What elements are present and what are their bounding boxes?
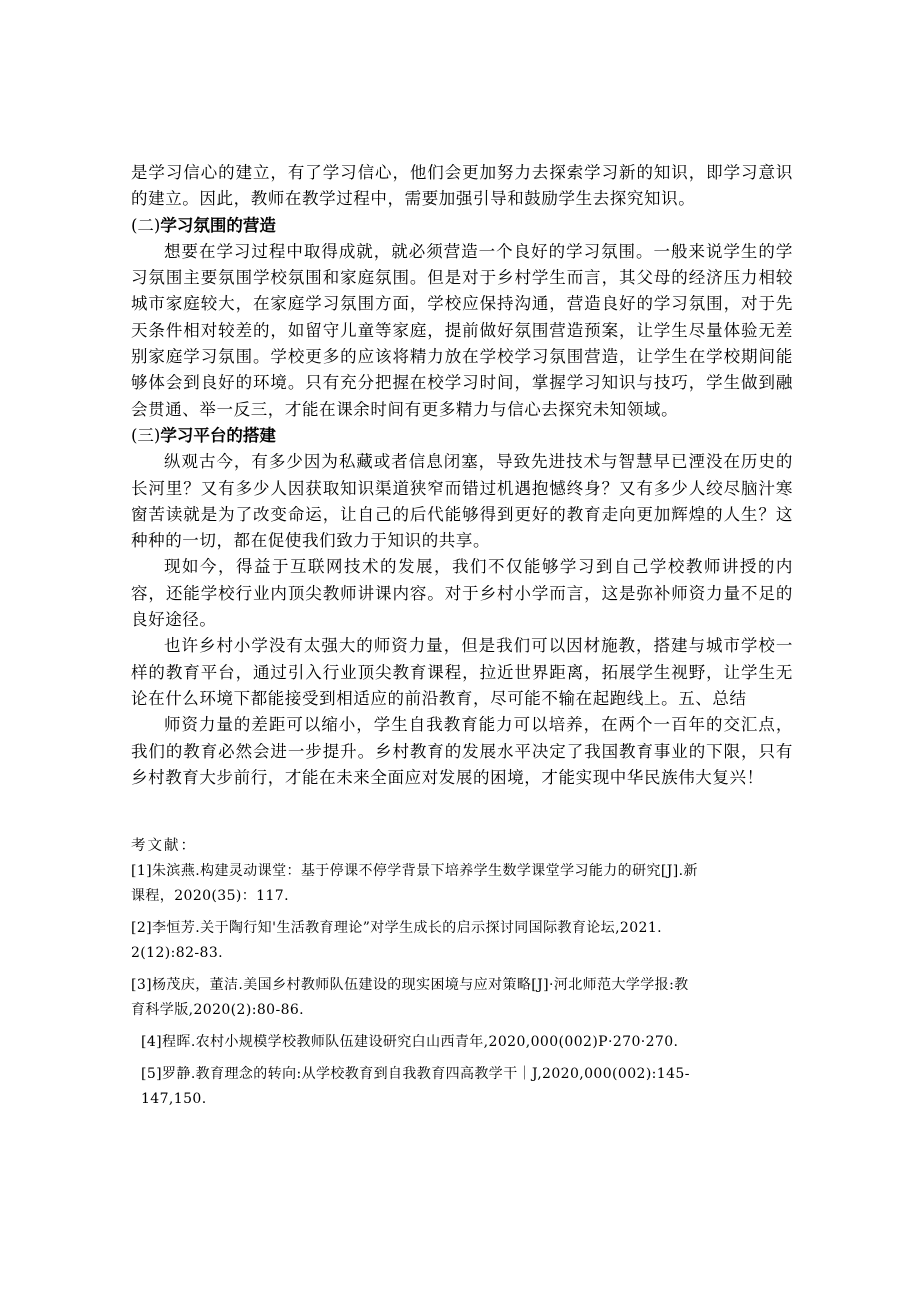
paragraph-learning-atmosphere: 想要在学习过程中取得成就，就必须营造一个良好的学习氛围。一般来说学生的学习氛围主要氛围学校氛围和家庭氛围。但是对于乡村学生而言，其父母的经济压力相较城市家庭较大，在家庭学习氛围方面，学校应保持沟通，营造良好的学习氛围，对于先天条件相对较差的，如留守儿童等家庭，提前做好氛围营造预案，让学生尽量体验无差别家庭学习氛围。学校更多的应该将精力放在学校学习氛围营造，让学生在学校期间能够体会到良好的环境。只有充分把握在校学习时间，掌握学习知识与技巧，学生做到融会贯通、举一反三，才能在课余时间有更多精力与信心去探究未知领域。 (131, 241, 793, 419)
reference-line: 147,150. (141, 1091, 207, 1107)
section-number: (二) (131, 215, 161, 235)
reference-line: [5]罗静.教育理念的转向:从学校教育到自我教育四高教学干｜J,2020,000(002):145- (141, 1066, 690, 1082)
section-heading-2 (131, 213, 793, 239)
section-title: 学习氛围的营造 (160, 215, 276, 235)
reference-line: 课程，2020(35)：117. (131, 888, 289, 904)
reference-item (141, 1030, 793, 1055)
reference-item (141, 1062, 793, 1112)
reference-line: 2(12):82-83. (131, 945, 223, 961)
paragraph-continuation: 是学习信心的建立，有了学习信心，他们会更加努力去探索学习新的知识，即学习意识的建立。因此，教师在教学过程中，需要加强引导和鼓励学生去探究知识。 (131, 163, 793, 209)
paragraph-history: 纵观古今，有多少因为私藏或者信息闭塞，导致先进技术与智慧早已湮没在历史的长河里？又有多少人因获取知识渠道狭窄而错过机遇抱憾终身？又有多少人绞尽脑汁寒窗苦读就是为了改变命运，让自己的后代能够得到更好的教育走向更加辉煌的人生？这种种的一切，都在促使我们致力于知识的共享。 (131, 452, 793, 551)
references-section (131, 833, 793, 1119)
section-heading-3 (131, 423, 793, 449)
references-title: 考文献： (131, 838, 197, 854)
section-title: 学习平台的搭建 (160, 425, 276, 445)
document-body (131, 160, 793, 791)
reference-line: [4]程晖.农村小规模学校教师队伍建设研究白山西青年,2020,000(002)P·270·270. (141, 1034, 679, 1050)
reference-item (131, 973, 793, 1023)
paragraph-platform: 也许乡村小学没有太强大的师资力量，但是我们可以因材施教，搭建与城市学校一样的教育平台，通过引入行业顶尖教育课程，拉近世界距离，拓展学生视野，让学生无论在什么环境下都能接受到相适应的前沿教育，尽可能不输在起跑线上。五、总结 (131, 636, 793, 708)
paragraph-internet: 现如今，得益于互联网技术的发展，我们不仅能够学习到自己学校教师讲授的内容，还能学校行业内顶尖教师讲课内容。对于乡村小学而言，这是弥补师资力量不足的良好途径。 (131, 557, 793, 630)
reference-item (131, 916, 793, 966)
reference-line: [2]李恒芳.关于陶行知'生活教育理论”对学生成长的启示探讨同国际教育论坛,2021. (131, 920, 663, 936)
reference-line: [1]朱滨燕.构建灵动课堂：基于停课不停学背景下培养学生数学课堂学习能力的研究[J].新 (131, 863, 698, 879)
reference-line: [3]杨茂庆，董洁.美国乡村教师队伍建设的现实困境与应对策略[J]·河北师范大学学报:教 (131, 977, 689, 993)
section-number: (三) (131, 425, 161, 445)
reference-item (131, 859, 793, 909)
reference-line: 育科学版,2020(2):80-86. (131, 1002, 305, 1018)
paragraph-conclusion: 师资力量的差距可以缩小，学生自我教育能力可以培养，在两个一百年的交汇点，我们的教育必然会进一步提升。乡村教育的发展水平决定了我国教育事业的下限，只有乡村教育大步前行，才能在未来全面应对发展的困境，才能实现中华民族伟大复兴！ (131, 715, 793, 787)
